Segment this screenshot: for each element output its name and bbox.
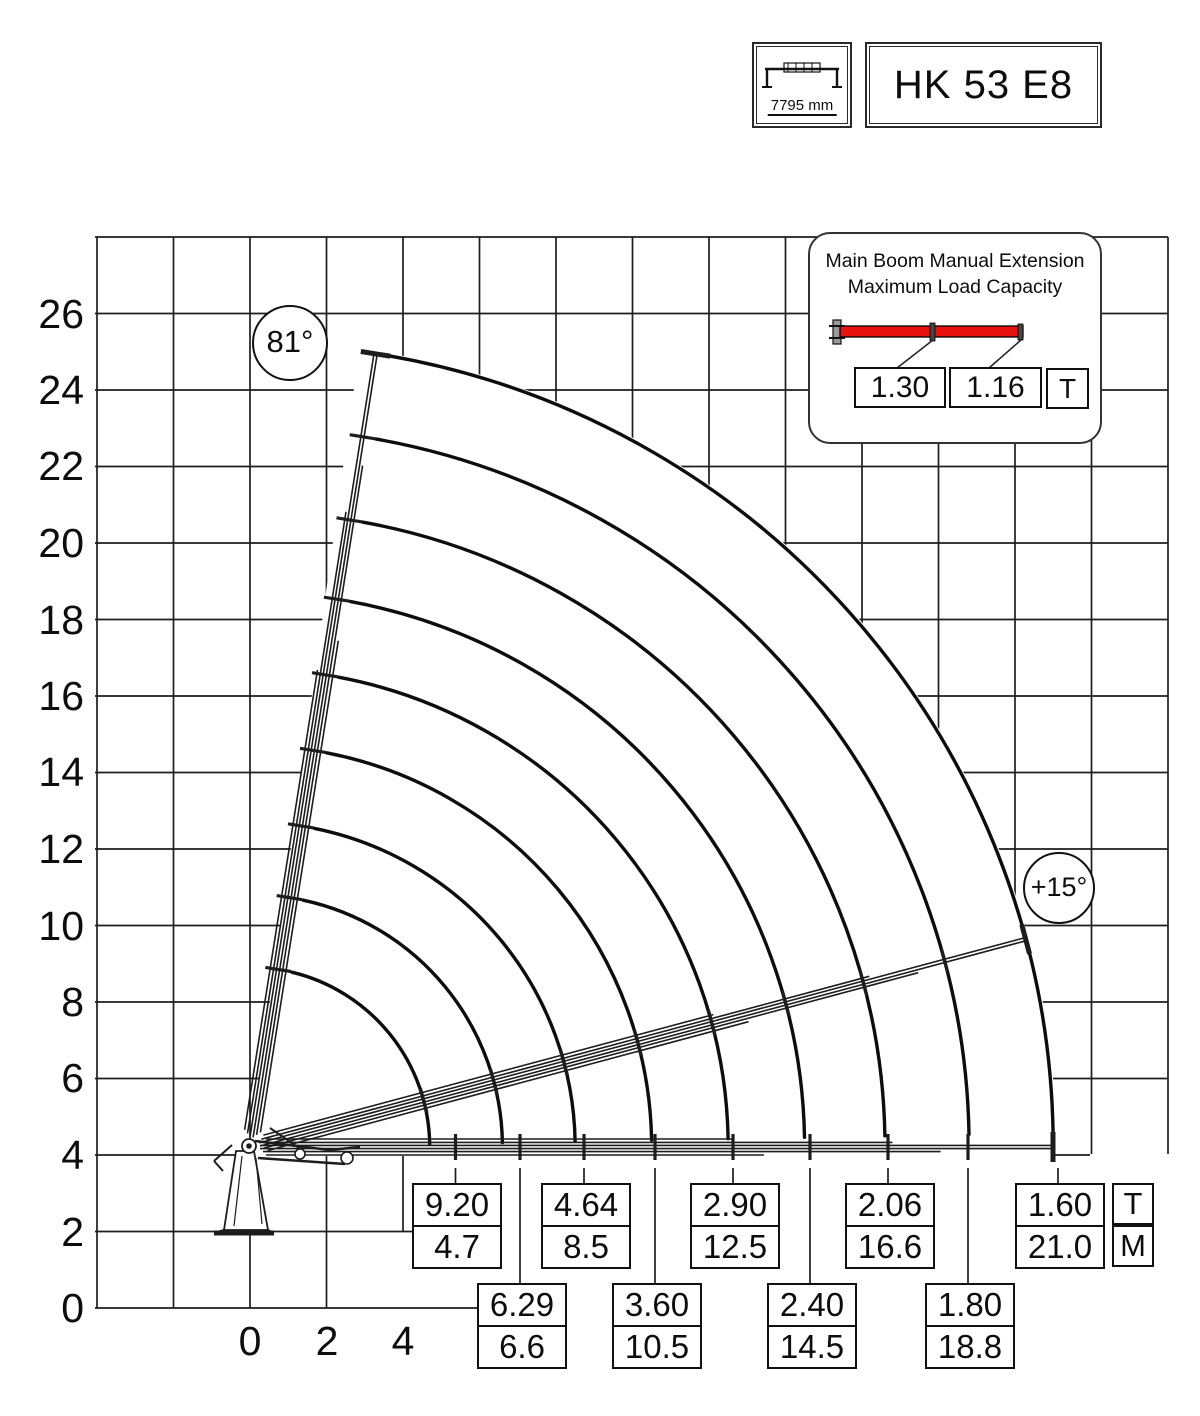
- capacity-load: 4.64: [553, 1186, 619, 1223]
- y-tick: 6: [61, 1055, 84, 1101]
- ext-title-line1: Main Boom Manual Extension: [825, 250, 1085, 272]
- y-tick: 14: [38, 749, 84, 795]
- capacity-reach: 8.5: [543, 1225, 629, 1267]
- capacity-reach: 16.6: [847, 1225, 933, 1267]
- unit-box-meters: M: [1112, 1225, 1154, 1267]
- capacity-box: [1015, 1183, 1105, 1269]
- y-tick: 18: [38, 597, 84, 643]
- outrigger-width-icon: [758, 53, 846, 93]
- capacity-reach: 4.7: [414, 1225, 500, 1267]
- capacity-box: [412, 1183, 502, 1269]
- y-tick: 26: [38, 291, 84, 337]
- y-tick: 10: [38, 903, 84, 949]
- model-label: HK 53 E8: [869, 46, 1098, 124]
- capacity-load: 2.06: [857, 1186, 923, 1223]
- y-tick: 22: [38, 443, 84, 489]
- max-boom-angle-badge: 81°: [252, 305, 328, 381]
- capacity-load: 9.20: [424, 1186, 490, 1223]
- y-tick: 16: [38, 673, 84, 719]
- manual-extension-box: [808, 232, 1102, 444]
- min-boom-angle-badge: +15°: [1023, 852, 1095, 924]
- y-tick: 0: [61, 1285, 84, 1331]
- capacity-load: 6.29: [489, 1286, 555, 1323]
- ext-title-line2: Maximum Load Capacity: [847, 276, 1063, 298]
- capacity-box: [845, 1183, 935, 1269]
- x-tick: 2: [315, 1318, 339, 1364]
- outrigger-span-label: 7795 mm: [768, 97, 837, 116]
- unit-box-tons: T: [1112, 1183, 1154, 1225]
- y-tick: 12: [38, 826, 84, 872]
- capacity-load: 1.80: [937, 1286, 1003, 1323]
- ext-value-1: 1.30: [854, 367, 946, 408]
- capacity-load: 2.90: [702, 1186, 768, 1223]
- y-tick: 20: [38, 520, 84, 566]
- capacity-load: 2.40: [779, 1286, 845, 1323]
- capacity-reach: 18.8: [927, 1325, 1013, 1367]
- capacity-reach: 21.0: [1017, 1225, 1103, 1267]
- y-tick: 2: [61, 1209, 84, 1255]
- y-tick: 4: [61, 1132, 84, 1178]
- x-tick: 0: [238, 1318, 262, 1364]
- model-box: [865, 42, 1102, 128]
- x-tick: 4: [391, 1318, 415, 1364]
- capacity-load: 3.60: [624, 1286, 690, 1323]
- capacity-reach: 12.5: [692, 1225, 778, 1267]
- capacity-box: [541, 1183, 631, 1269]
- capacity-reach: 6.6: [479, 1325, 565, 1367]
- capacity-box: [612, 1283, 702, 1369]
- capacity-box: [690, 1183, 780, 1269]
- capacity-reach: 14.5: [769, 1325, 855, 1367]
- ext-unit: T: [1046, 368, 1089, 409]
- capacity-box: [925, 1283, 1015, 1369]
- outrigger-span-inner: [756, 46, 848, 124]
- y-tick: 24: [38, 367, 84, 413]
- capacity-box: [767, 1283, 857, 1369]
- y-tick: 8: [61, 979, 84, 1025]
- fan-mask: [250, 349, 1056, 1148]
- outrigger-span-box: [752, 42, 852, 128]
- ext-value-2: 1.16: [949, 367, 1042, 408]
- capacity-load: 1.60: [1027, 1186, 1093, 1223]
- capacity-box: [477, 1283, 567, 1369]
- capacity-reach: 10.5: [614, 1325, 700, 1367]
